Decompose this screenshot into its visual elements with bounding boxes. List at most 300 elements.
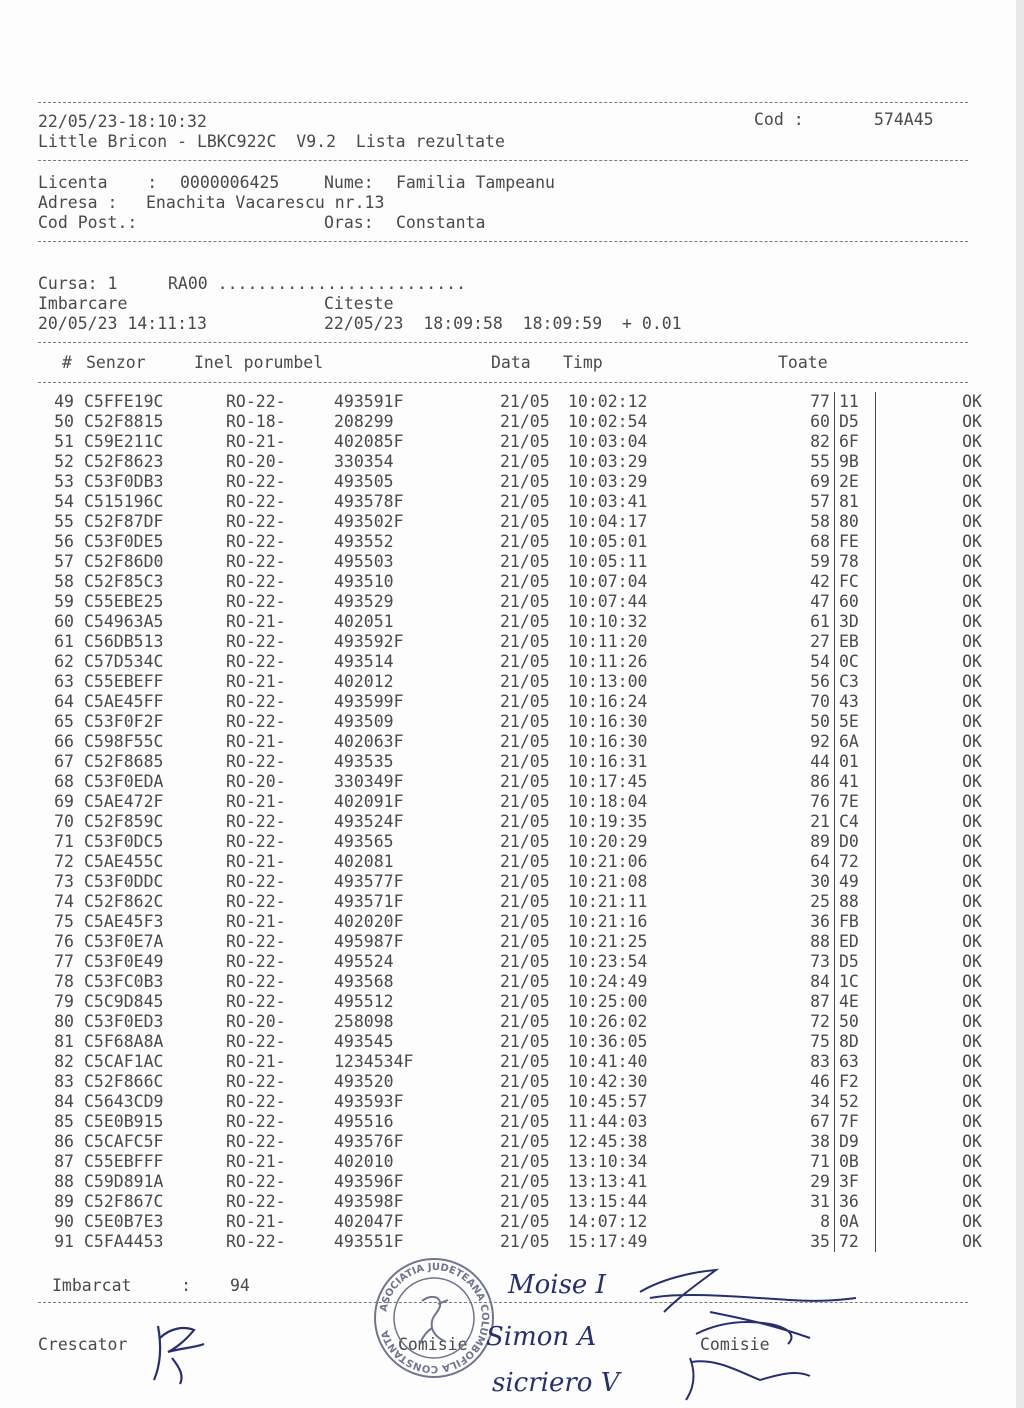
arrival-date: 21/05 [500,832,550,851]
status-ok: OK [962,932,982,951]
ring-prefix: RO-22- [226,492,286,511]
ring-number: 493568 [334,972,394,991]
ring-prefix: RO-20- [226,1012,286,1031]
hex-code: 50 [835,1012,876,1032]
total-rank: 31 [810,1192,830,1211]
arrival-time: 13:15:44 [568,1192,648,1211]
arrival-date: 21/05 [500,532,550,551]
row-number: 50 [54,412,74,431]
row-number: 86 [54,1132,74,1151]
total-rank: 70 [810,692,830,711]
arrival-date: 21/05 [500,792,550,811]
status-ok: OK [962,692,982,711]
total-rank: 29 [810,1172,830,1191]
hex-code: 01 [835,752,876,772]
arrival-time: 13:10:34 [568,1152,648,1171]
total-rank: 84 [810,972,830,991]
ring-prefix: RO-18- [226,412,286,431]
ring-prefix: RO-22- [226,1112,286,1131]
sensor-id: C53F0EDA [84,772,164,791]
arrival-date: 21/05 [500,1012,550,1031]
ring-number: 493552 [334,532,394,551]
table-row [40,1012,982,1032]
row-number: 63 [54,672,74,691]
arrival-time: 10:17:45 [568,772,648,791]
divider [38,160,968,161]
sensor-id: C55EBFFF [84,1152,164,1171]
arrival-time: 10:03:41 [568,492,648,511]
arrival-time: 10:41:40 [568,1052,648,1071]
table-row [40,952,982,972]
arrival-date: 21/05 [500,752,550,771]
results-table [40,392,982,1252]
total-rank: 36 [810,912,830,931]
ring-prefix: RO-22- [226,1192,286,1211]
ring-number: 402051 [334,612,394,631]
table-row [40,852,982,872]
ring-number: 330349F [334,772,404,791]
sensor-id: C53F0F2F [84,712,164,731]
status-ok: OK [962,1152,982,1171]
arrival-date: 21/05 [500,1052,550,1071]
table-row [40,612,982,632]
row-number: 72 [54,852,74,871]
table-row [40,592,982,612]
sensor-id: C5E0B915 [84,1112,164,1131]
ring-number: 402012 [334,672,394,691]
status-ok: OK [962,672,982,691]
table-row [40,492,982,512]
ring-prefix: RO-21- [226,1152,286,1171]
ring-prefix: RO-20- [226,452,286,471]
status-ok: OK [962,592,982,611]
hex-code: 5E [835,712,876,732]
cursa-code: RA00 ......................... [168,274,467,293]
ring-prefix: RO-21- [226,1052,286,1071]
total-rank: 69 [810,472,830,491]
arrival-time: 10:03:29 [568,472,648,491]
hex-code: 60 [835,592,876,612]
status-ok: OK [962,512,982,531]
hex-code: 41 [835,772,876,792]
ring-prefix: RO-22- [226,692,286,711]
ring-number: 208299 [334,412,394,431]
arrival-time: 10:25:00 [568,992,648,1011]
table-row [40,472,982,492]
crescator-signature [150,1318,210,1390]
row-number: 60 [54,612,74,631]
row-number: 52 [54,452,74,471]
arrival-time: 10:19:35 [568,812,648,831]
status-ok: OK [962,632,982,651]
total-rank: 86 [810,772,830,791]
arrival-time: 10:07:44 [568,592,648,611]
ring-number: 493510 [334,572,394,591]
arrival-time: 10:05:11 [568,552,648,571]
table-row [40,452,982,472]
sensor-id: C5FA4453 [84,1232,164,1251]
sensor-id: C53F0DE5 [84,532,164,551]
table-row [40,772,982,792]
table-row [40,732,982,752]
ring-prefix: RO-22- [226,592,286,611]
col-senzor: Senzor [86,353,146,372]
arrival-date: 21/05 [500,1152,550,1171]
status-ok: OK [962,1172,982,1191]
row-number: 56 [54,532,74,551]
arrival-time: 10:21:16 [568,912,648,931]
table-row [40,1032,982,1052]
imbarcare-label: Imbarcare [38,294,128,313]
status-ok: OK [962,412,982,431]
hex-code: FC [835,572,876,592]
ring-number: 402091F [334,792,404,811]
ring-prefix: RO-21- [226,1212,286,1231]
hex-code: 8D [835,1032,876,1052]
hex-code: 78 [835,552,876,572]
table-row [40,632,982,652]
table-row [40,872,982,892]
row-number: 54 [54,492,74,511]
ring-prefix: RO-22- [226,952,286,971]
arrival-time: 10:20:29 [568,832,648,851]
sensor-id: C53F0E49 [84,952,164,971]
ring-number: 493592F [334,632,404,651]
status-ok: OK [962,712,982,731]
col-data: Data [491,353,531,372]
arrival-time: 10:26:02 [568,1012,648,1031]
ring-number: 493578F [334,492,404,511]
table-row [40,812,982,832]
row-number: 89 [54,1192,74,1211]
arrival-date: 21/05 [500,972,550,991]
imbarcare-value: 20/05/23 14:11:13 [38,314,207,333]
arrival-time: 10:16:30 [568,712,648,731]
table-row [40,1052,982,1072]
arrival-date: 21/05 [500,932,550,951]
sensor-id: C53F0DC5 [84,832,164,851]
ring-number: 495503 [334,552,394,571]
arrival-date: 21/05 [500,652,550,671]
arrival-date: 21/05 [500,952,550,971]
sensor-id: C5AE455C [84,852,164,871]
total-rank: 59 [810,552,830,571]
col-inel: Inel porumbel [194,353,324,372]
total-rank: 77 [810,392,830,411]
oras-label: Oras: [324,213,374,232]
pigeon-emblem [420,1297,448,1344]
comisie-label-1: Comisie [398,1335,468,1354]
ring-number: 493502F [334,512,404,531]
ring-number: 493551F [334,1232,404,1251]
ring-prefix: RO-22- [226,712,286,731]
ring-prefix: RO-20- [226,772,286,791]
status-ok: OK [962,532,982,551]
row-number: 88 [54,1172,74,1191]
status-ok: OK [962,872,982,891]
arrival-time: 10:18:04 [568,792,648,811]
arrival-time: 10:21:25 [568,932,648,951]
ring-prefix: RO-22- [226,832,286,851]
arrival-time: 10:42:30 [568,1072,648,1091]
arrival-date: 21/05 [500,892,550,911]
sensor-id: C52F87DF [84,512,164,531]
row-number: 80 [54,1012,74,1031]
arrival-date: 21/05 [500,812,550,831]
table-row [40,1132,982,1152]
program-title: Little Bricon - LBKC922C V9.2 Lista rezultate [38,132,505,151]
row-number: 82 [54,1052,74,1071]
row-number: 59 [54,592,74,611]
table-row [40,652,982,672]
row-number: 81 [54,1032,74,1051]
total-rank: 57 [810,492,830,511]
total-rank: 54 [810,652,830,671]
row-number: 51 [54,432,74,451]
report-datetime: 22/05/23-18:10:32 [38,112,207,131]
table-row [40,672,982,692]
row-number: 83 [54,1072,74,1091]
arrival-date: 21/05 [500,912,550,931]
crescator-label: Crescator [38,1335,128,1354]
hex-code: 1C [835,972,876,992]
row-number: 73 [54,872,74,891]
ring-prefix: RO-21- [226,612,286,631]
ring-number: 493596F [334,1172,404,1191]
sensor-id: C53F0E7A [84,932,164,951]
row-number: 75 [54,912,74,931]
status-ok: OK [962,1052,982,1071]
sensor-id: C59D891A [84,1172,164,1191]
total-rank: 82 [810,432,830,451]
arrival-date: 21/05 [500,732,550,751]
ring-number: 493576F [334,1132,404,1151]
ring-prefix: RO-22- [226,932,286,951]
status-ok: OK [962,952,982,971]
ring-prefix: RO-22- [226,892,286,911]
arrival-time: 10:21:06 [568,852,648,871]
hex-code: 0A [835,1212,876,1232]
sensor-id: C5643CD9 [84,1092,164,1111]
ring-number: 1234534F [334,1052,414,1071]
status-ok: OK [962,472,982,491]
arrival-time: 10:45:57 [568,1092,648,1111]
arrival-date: 21/05 [500,1032,550,1051]
row-number: 84 [54,1092,74,1111]
table-row [40,1152,982,1172]
status-ok: OK [962,1112,982,1131]
table-row [40,932,982,952]
arrival-time: 10:36:05 [568,1032,648,1051]
adresa-label: Adresa : [38,193,118,212]
hex-code: ED [835,932,876,952]
ring-prefix: RO-22- [226,1072,286,1091]
ring-number: 493593F [334,1092,404,1111]
ring-prefix: RO-22- [226,752,286,771]
arrival-date: 21/05 [500,1172,550,1191]
sensor-id: C5AE45F3 [84,912,164,931]
arrival-time: 10:03:04 [568,432,648,451]
row-number: 61 [54,632,74,651]
ring-number: 493571F [334,892,404,911]
hex-code: 43 [835,692,876,712]
total-rank: 38 [810,1132,830,1151]
ring-number: 493599F [334,692,404,711]
ring-prefix: RO-22- [226,392,286,411]
total-rank: 21 [810,812,830,831]
arrival-date: 21/05 [500,552,550,571]
arrival-time: 10:16:30 [568,732,648,751]
ring-prefix: RO-22- [226,652,286,671]
ring-prefix: RO-22- [226,1172,286,1191]
status-ok: OK [962,1092,982,1111]
row-number: 68 [54,772,74,791]
status-ok: OK [962,972,982,991]
table-row [40,1092,982,1112]
sensor-id: C5F68A8A [84,1032,164,1051]
hex-code: 3D [835,612,876,632]
row-number: 71 [54,832,74,851]
arrival-time: 10:16:24 [568,692,648,711]
ring-prefix: RO-22- [226,552,286,571]
ring-number: 495516 [334,1112,394,1131]
hex-code: F2 [835,1072,876,1092]
arrival-date: 21/05 [500,472,550,491]
total-rank: 64 [810,852,830,871]
arrival-date: 21/05 [500,632,550,651]
status-ok: OK [962,552,982,571]
divider [38,241,968,242]
ring-number: 493577F [334,872,404,891]
handwritten-name-3: sicriero V [492,1368,620,1398]
sensor-id: C5CAF1AC [84,1052,164,1071]
arrival-time: 10:24:49 [568,972,648,991]
status-ok: OK [962,832,982,851]
hex-code: 7E [835,792,876,812]
row-number: 90 [54,1212,74,1231]
row-number: 67 [54,752,74,771]
ring-prefix: RO-22- [226,1092,286,1111]
arrival-date: 21/05 [500,1192,550,1211]
licenta-value: 0000006425 [180,173,280,192]
col-toate: Toate [778,353,828,372]
status-ok: OK [962,572,982,591]
hex-code: 72 [835,1232,876,1252]
ring-prefix: RO-21- [226,912,286,931]
row-number: 85 [54,1112,74,1131]
handwritten-name-2: Simon A [486,1322,597,1352]
total-rank: 58 [810,512,830,531]
status-ok: OK [962,652,982,671]
nume-label: Nume: [324,173,374,192]
row-number: 69 [54,792,74,811]
arrival-time: 10:04:17 [568,512,648,531]
total-rank: 46 [810,1072,830,1091]
total-rank: 61 [810,612,830,631]
arrival-date: 21/05 [500,772,550,791]
hex-code: FE [835,532,876,552]
arrival-date: 21/05 [500,1092,550,1111]
arrival-date: 21/05 [500,572,550,591]
table-row [40,1212,982,1232]
status-ok: OK [962,992,982,1011]
row-number: 77 [54,952,74,971]
divider [38,342,968,343]
sensor-id: C56DB513 [84,632,164,651]
row-number: 57 [54,552,74,571]
table-row [40,972,982,992]
ring-prefix: RO-22- [226,1232,286,1251]
total-rank: 55 [810,452,830,471]
sensor-id: C53F0DB3 [84,472,164,491]
arrival-date: 21/05 [500,492,550,511]
divider [38,102,968,103]
total-rank: 89 [810,832,830,851]
ring-prefix: RO-21- [226,852,286,871]
ring-number: 493514 [334,652,394,671]
table-row [40,1072,982,1092]
hex-code: 11 [835,392,876,412]
status-ok: OK [962,452,982,471]
total-rank: 27 [810,632,830,651]
row-number: 55 [54,512,74,531]
status-ok: OK [962,752,982,771]
status-ok: OK [962,1072,982,1091]
table-row [40,432,982,452]
hex-code: 6A [835,732,876,752]
hex-code: 7F [835,1112,876,1132]
ring-number: 493598F [334,1192,404,1211]
hex-code: FB [835,912,876,932]
row-number: 91 [54,1232,74,1251]
licenta-label: Licenta : [38,173,158,192]
comisie-label-2: Comisie [700,1335,770,1354]
arrival-time: 13:13:41 [568,1172,648,1191]
sensor-id: C54963A5 [84,612,164,631]
hex-code: 63 [835,1052,876,1072]
row-number: 70 [54,812,74,831]
col-num: # [62,353,72,372]
arrival-time: 10:23:54 [568,952,648,971]
hex-code: 72 [835,852,876,872]
row-number: 65 [54,712,74,731]
arrival-date: 21/05 [500,1112,550,1131]
arrival-date: 21/05 [500,432,550,451]
sensor-id: C53FC0B3 [84,972,164,991]
table-row [40,712,982,732]
sensor-id: C52F8685 [84,752,164,771]
ring-number: 493545 [334,1032,394,1051]
arrival-time: 10:21:11 [568,892,648,911]
sensor-id: C5C9D845 [84,992,164,1011]
stamp-text: ASOCIATIA JUDETEANA COLUMBOFILA CONSTANTA [378,1261,491,1375]
ring-number: 495512 [334,992,394,1011]
citeste-value: 22/05/23 18:09:58 18:09:59 + 0.01 [324,314,682,333]
arrival-date: 21/05 [500,1132,550,1151]
total-rank: 76 [810,792,830,811]
row-number: 74 [54,892,74,911]
codpost-label: Cod Post.: [38,213,138,232]
table-row [40,792,982,812]
arrival-time: 10:07:04 [568,572,648,591]
status-ok: OK [962,1212,982,1231]
sensor-id: C598F55C [84,732,164,751]
table-row [40,552,982,572]
ring-prefix: RO-21- [226,672,286,691]
status-ok: OK [962,492,982,511]
ring-prefix: RO-22- [226,972,286,991]
imbarcat-label: Imbarcat : [52,1276,192,1295]
